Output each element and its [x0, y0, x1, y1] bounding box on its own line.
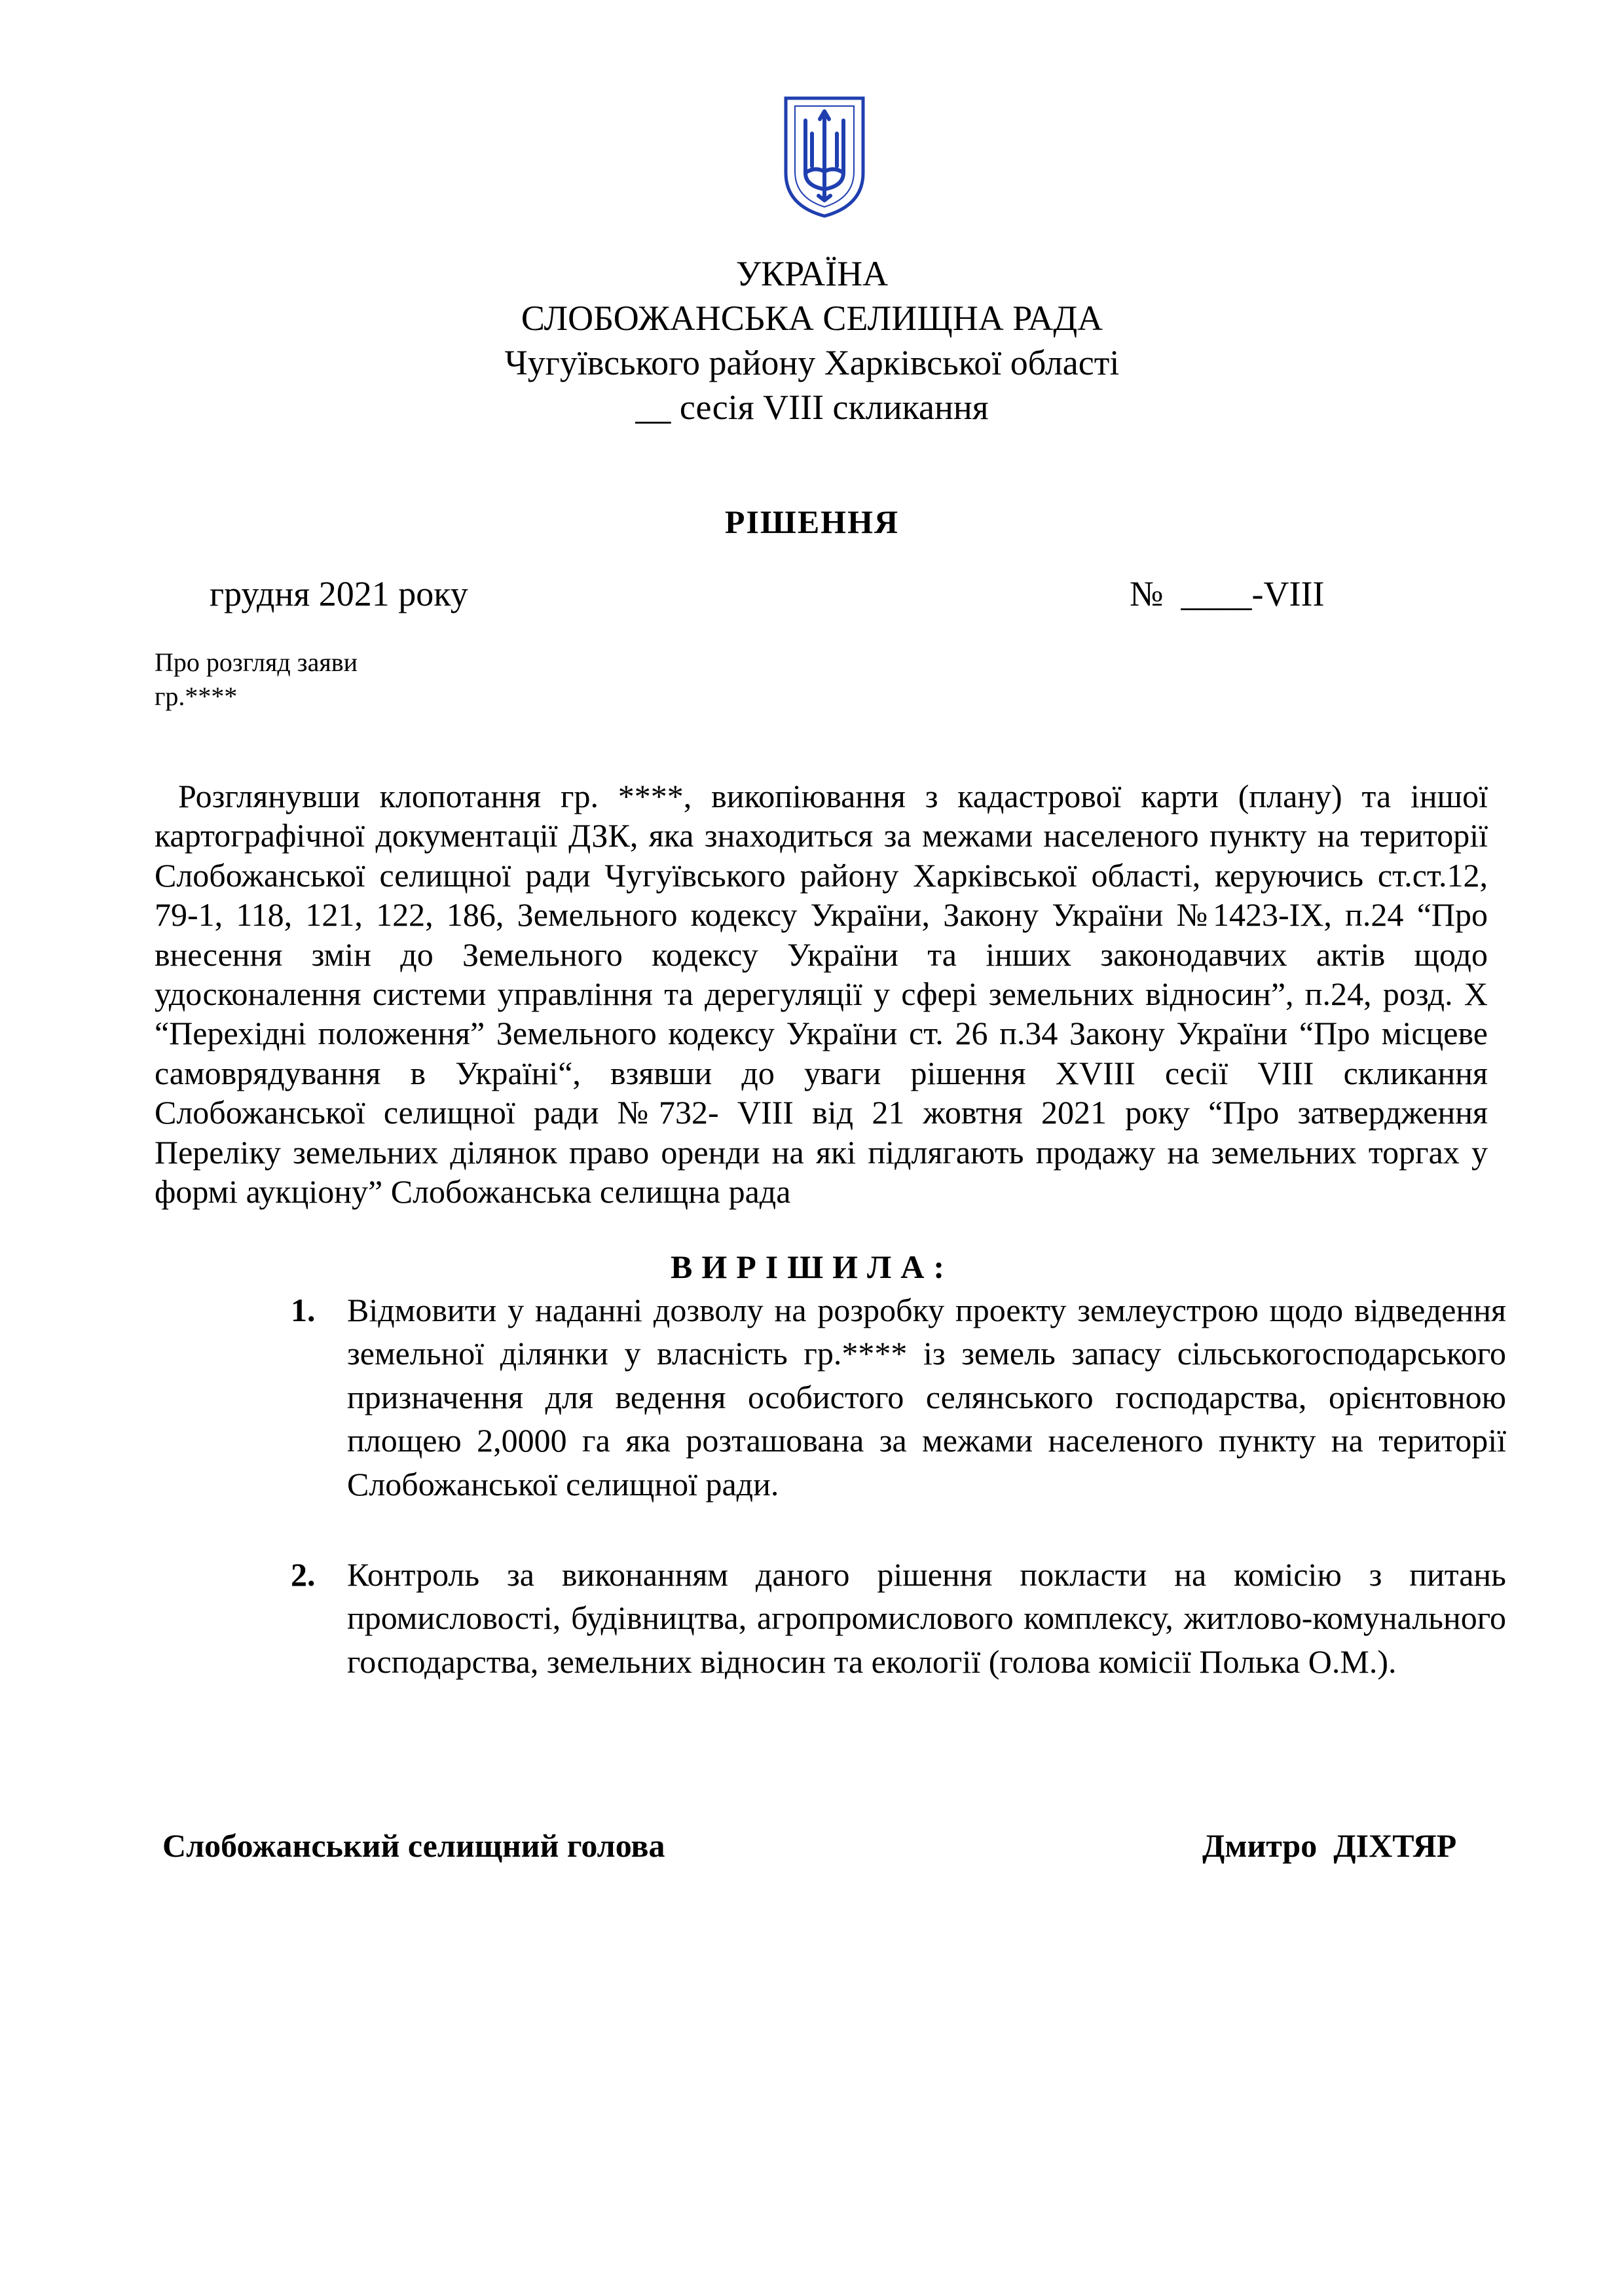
decided-heading: ВИРІШИЛА: — [670, 1248, 954, 1285]
decision-item-2 — [291, 1553, 1506, 1683]
signatory-name: Дмитро ДІХТЯР — [1202, 1827, 1457, 1864]
item-number: 1. — [291, 1292, 316, 1328]
document-title: РІШЕННЯ — [724, 503, 900, 540]
preamble-paragraph: Розглянувши клопотання гр. ****, викопіювання з кадастрової карти (плану) та іншої картографічної документації ДЗК, яка знаходиться за межами населеного пункту на території Слобожанської селищної ради Чугуївського району Харківської області, керуючись ст.ст.12, 79-1, 118, 121, 122, 186, Земельного кодексу України, Закону України №1423-IX, п.24 “Про внесення змін до Земельного кодексу України та інших законодавчих актів щодо удосконалення системи управління та дерегуляції у сфері земельних відносин”, п.24, розд. Х “Перехідні положення” Земельного кодексу України ст. 26 п.34 Закону України “Про місцеве самоврядування в Україні“, взявши до уваги рішення XVIII сесії VIII скликання Слобожанської селищної ради №732- VIII від 21 жовтня 2021 року “Про затвердження Переліку земельних ділянок право оренди на які підлягають продажу на земельних торгах у формі аукціону” Слобожанська селищна рада — [155, 778, 1488, 1211]
subject-block — [155, 646, 358, 714]
decision-item-1 — [291, 1288, 1506, 1506]
subject-line-1: Про розгляд заяви — [155, 647, 358, 677]
item-text: Відмовити у наданні дозволу на розробку проекту землеустрою щодо відведення земельної ділянки у власність гр.**** із земель запасу сільськогосподарського призначення для ведення особистого селянського господарства, орієнтовною площею 2,0000 га яка розташована за межами населеного пункту на території Слобожанської селищної ради. — [347, 1292, 1506, 1503]
subject-line-2: гр.**** — [155, 682, 238, 711]
header-country: УКРАЇНА — [735, 254, 889, 293]
item-number: 2. — [291, 1556, 316, 1593]
signatory-position: Слобожанський селищний голова — [162, 1827, 665, 1864]
decision-number: № ____-VIII — [1130, 574, 1325, 613]
header-district: Чугуївського району Харківської області — [504, 343, 1120, 382]
trident-coat-of-arms-icon — [782, 94, 867, 219]
header-session: __ сесія VIII скликання — [635, 388, 989, 427]
decision-date: грудня 2021 року — [210, 574, 468, 613]
item-text: Контроль за виконанням даного рішення покласти на комісію з питань промисловості, будівництва, агропромислового комплексу, житлово-комунального господарства, земельних відносин та екології (голова комісії Полька О.М.). — [347, 1556, 1506, 1680]
header-council: СЛОБОЖАНСЬКА СЕЛИЩНА РАДА — [521, 299, 1103, 338]
